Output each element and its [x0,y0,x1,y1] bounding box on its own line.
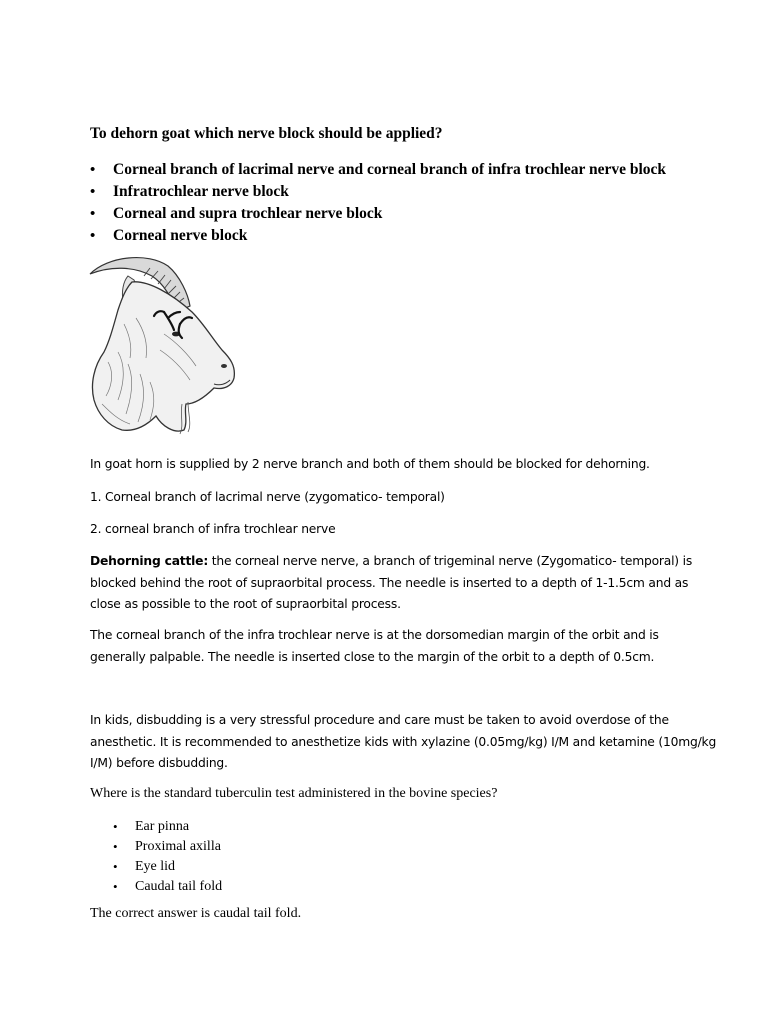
question-2-options [113,817,222,897]
option-item: • Proximal axilla [113,837,222,857]
option-item: • Ear pinna [113,817,222,837]
paragraph-line: generally palpable. The needle is inserted close to the margin of the orbit to a depth of 0.5cm. [90,649,655,664]
infra-trochlear-paragraph [90,625,659,668]
option-item: • Caudal tail fold [113,877,222,897]
question-2-title: Where is the standard tuberculin test administered in the bovine species? [90,786,498,801]
explanation-paragraph: 1. Corneal branch of lacrimal nerve (zygomatico- temporal) [90,490,445,504]
dehorning-cattle-label: Dehorning cattle: [90,554,209,568]
paragraph-line: I/M) before disbudding. [90,756,228,770]
option-item: • Corneal nerve block [90,226,666,248]
answer-text: The correct answer is caudal tail fold. [90,906,302,921]
paragraph-line: blocked behind the root of supraorbital process. The needle is inserted to a depth of 1-1.5cm and as [90,575,689,590]
question-1-options [90,160,666,248]
goat-head-illustration [88,254,238,438]
option-item: • Corneal and supra trochlear nerve block [90,204,666,226]
option-item: • Eye lid [113,857,222,877]
option-item: • Corneal branch of lacrimal nerve and corneal branch of infra trochlear nerve block [90,160,666,182]
paragraph-line: anesthetic. It is recommended to anesthetize kids with xylazine (0.05mg/kg) I/M and ketamine (10mg/kg [90,734,717,749]
question-1-title: To dehorn goat which nerve block should be applied? [90,125,443,142]
explanation-paragraph: 2. corneal branch of infra trochlear nerve [90,522,336,536]
option-item: • Infratrochlear nerve block [90,182,666,204]
paragraph-line: The corneal branch of the infra trochlear nerve is at the dorsomedian margin of the orbit and is [90,628,659,642]
paragraph-line: In kids, disbudding is a very stressful procedure and care must be taken to avoid overdose of the [90,713,669,727]
dehorning-cattle-paragraph [90,551,692,616]
paragraph-line: close as possible to the root of supraorbital process. [90,597,401,611]
explanation-paragraph: In goat horn is supplied by 2 nerve branch and both of them should be blocked for dehorning. [90,457,650,471]
paragraph-line: the corneal nerve nerve, a branch of trigeminal nerve (Zygomatico- temporal) is [208,554,693,568]
kids-disbudding-paragraph [90,710,716,775]
